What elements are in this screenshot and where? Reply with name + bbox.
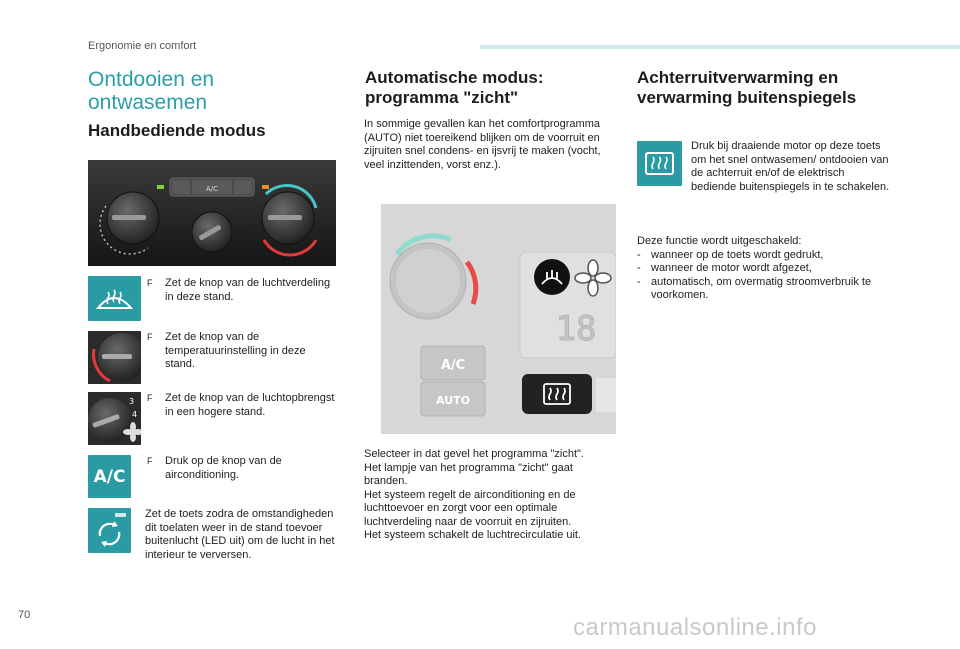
ac-button-tile	[88, 455, 131, 498]
auto-mode-heading	[365, 68, 605, 108]
header-bar	[480, 45, 960, 49]
auto-panel-photo	[381, 204, 616, 434]
fan-speed-knob-icon	[88, 392, 141, 445]
list-dash: -	[637, 275, 641, 288]
auto-heading-line1: Automatische modus:	[365, 68, 544, 87]
recirculation-text: Zet de toets zodra de omstandigheden dit toelaten weer in de stand toevoer buitenlucht (LED uit) om de lucht in het interieur te verversen.	[145, 508, 335, 561]
step-1	[147, 277, 337, 304]
auto-body-line-2: Het lampje van het programma "zicht" gaat branden.	[364, 461, 573, 487]
page-title-line2: ontwasemen	[88, 91, 208, 114]
auto-body-line-4: Het systeem schakelt de luchtrecirculatie uit.	[364, 529, 582, 541]
fan-knob-label-4: 4	[132, 410, 138, 419]
rear-window-defrost-icon	[637, 141, 682, 186]
climate-control-panel-photo	[88, 160, 336, 266]
rear-off-section	[637, 235, 897, 303]
windshield-defrost-icon	[88, 276, 141, 321]
air-recirculation-tile	[88, 508, 131, 553]
rear-window-defrost-tile	[637, 141, 682, 186]
auto-intro-text: In sommige gevallen kan het comfortprogramma (AUTO) niet toereikend blijken om de voorruit en zijruiten snel condens- en ijsvrij te maken (vocht, veel inzittenden, vorst enz.).	[364, 118, 601, 171]
auto-body-line-3: Het systeem regelt de airconditioning en de luchttoevoer en zorgt voor een optimale luchtverdeling naar de voorruit en zijruiten.	[364, 488, 576, 528]
ac-button-icon: A/C	[93, 466, 126, 487]
photo-auto-label: AUTO	[436, 394, 470, 407]
auto-body-text	[364, 448, 609, 543]
temperature-knob-icon	[88, 331, 141, 384]
step-2	[147, 331, 337, 372]
list-item	[637, 262, 897, 276]
section-header: Ergonomie en comfort	[88, 40, 197, 52]
rear-off-intro: Deze functie wordt uitgeschakeld:	[637, 235, 802, 247]
rear-heading-line2: verwarming buitenspiegels	[637, 88, 857, 107]
list-item	[637, 249, 897, 263]
step-2-bullet: F	[147, 332, 153, 342]
step-3-text: Zet de knop van de luchtopbrengst in een hogere stand.	[165, 392, 335, 418]
step-3-bullet: F	[147, 393, 153, 403]
step-1-text: Zet de knop van de luchtverdeling in deze stand.	[165, 277, 331, 303]
manual-mode-heading: Handbediende modus	[88, 121, 266, 140]
auto-heading-line2: programma "zicht"	[365, 88, 519, 107]
auto-body-line-1: Selecteer in dat gevel het programma "zicht".	[364, 448, 584, 460]
page-title-line1: Ontdooien en	[88, 68, 215, 91]
page-title	[88, 68, 338, 114]
rear-off-list	[637, 249, 897, 303]
air-recirculation-icon	[88, 508, 131, 553]
page-number: 70	[18, 609, 31, 621]
step-1-bullet: F	[147, 278, 153, 288]
rear-heating-heading	[637, 68, 917, 108]
fan-knob-label-3: 3	[129, 397, 135, 406]
list-item-text: automatisch, om overmatig stroomverbruik te voorkomen.	[651, 275, 872, 301]
list-dash: -	[637, 248, 641, 261]
fan-speed-knob-tile	[88, 392, 141, 445]
step-4	[147, 455, 337, 482]
list-dash: -	[637, 262, 641, 274]
windshield-defrost-tile	[88, 276, 141, 321]
rear-defrost-text: Druk bij draaiende motor op deze toets om het snel ontwasemen/ ontdooien van de achterruit en/of de elektrisch bediende buitenspiegels in te schakelen.	[691, 140, 890, 193]
watermark: carmanualsonline.info	[573, 614, 817, 641]
panel-ac-label: A/C	[205, 185, 219, 193]
list-item-text: wanneer op de toets wordt gedrukt,	[651, 248, 824, 261]
step-3	[147, 392, 337, 419]
step-2-text: Zet de knop van de temperatuurinstelling in deze stand.	[165, 331, 306, 370]
photo-ac-label: A/C	[440, 358, 466, 373]
list-item	[637, 276, 897, 303]
step-4-text: Druk op de knop van de airconditioning.	[165, 455, 282, 481]
rear-heading-line1: Achterruitverwarming en	[637, 68, 839, 87]
temperature-knob-tile	[88, 331, 141, 384]
step-4-bullet: F	[147, 456, 153, 466]
list-item-text: wanneer de motor wordt afgezet,	[651, 262, 812, 274]
temperature-display: 18	[555, 309, 597, 349]
